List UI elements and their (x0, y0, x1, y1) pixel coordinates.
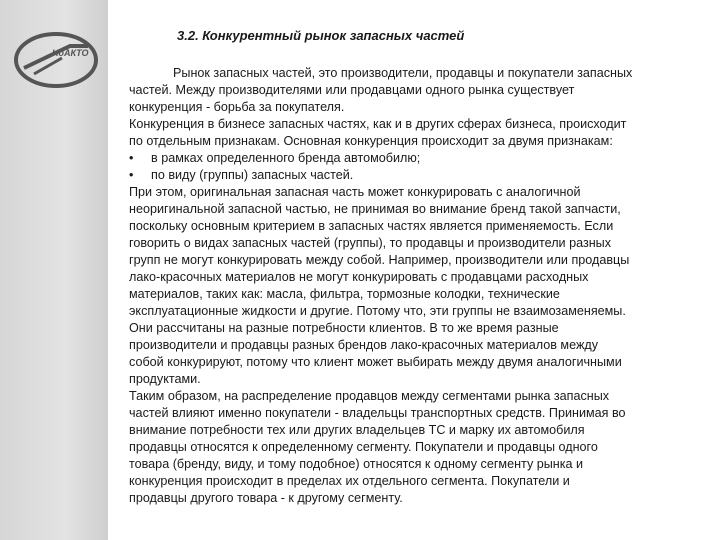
text-line: продуктами. (129, 372, 201, 386)
text-line: говорить о видах запасных частей (группы), то продавцы и производители разных (129, 236, 612, 250)
bullet-item (129, 150, 699, 167)
text-line: внимание потребности тех или других владельцев ТС и марку их автомобиля (129, 423, 585, 437)
text-line: эксплуатационные жидкости и другие. Потому что, эти группы не взаимозаменяемы. (129, 304, 626, 318)
text-line: продавцы другого товара - к другому сегменту. (129, 491, 403, 505)
text-line: продавцы относятся к определенному сегменту. Покупатели и продавцы одного (129, 440, 598, 454)
text-line: по отдельным признакам. Основная конкуренция происходит за двумя признакам: (129, 134, 613, 148)
text-line: собой конкурируют, потому что клиент может выбирать между двумя аналогичными (129, 355, 622, 369)
text-line: Они рассчитаны на разные потребности клиентов. В то же время разные (129, 321, 559, 335)
logo-text: НоАКТО (52, 48, 89, 58)
text-line: лако-красочных материалов не могут конкурировать с продавцами расходных (129, 270, 589, 284)
text-line: производители и продавцы разных брендов лако-красочных материалов между (129, 338, 599, 352)
text-line: конкуренция происходит в пределах их отдельного сегмента. Покупатели и (129, 474, 570, 488)
text-line: поскольку основным критерием в запасных частях является применяемость. Если (129, 219, 614, 233)
company-logo-icon (10, 28, 102, 92)
text-line: Таким образом, на распределение продавцов между сегментами рынка запасных (129, 389, 610, 403)
text-line: товара (бренду, виду, и тому подобное) относятся к одному сегменту рынка и (129, 457, 584, 471)
text-line: Конкуренция в бизнесе запасных частях, как и в других сферах бизнеса, происходит (129, 117, 627, 131)
text-line: Рынок запасных частей, это производители, продавцы и покупатели запасных (173, 66, 633, 80)
bullet-item (129, 167, 699, 184)
bullet-text: в рамках определенного бренда автомобилю; (151, 151, 421, 165)
text-line: неоригинальной запасной частью, не принимая во внимание бренд такой запчасти, (129, 202, 621, 216)
text-line: конкуренция - борьба за покупателя. (129, 100, 345, 114)
text-line: частей. Между производителями или продавцами одного рынка существует (129, 83, 575, 97)
text-line: групп не могут конкурировать между собой. Например, производители или продавцы (129, 253, 630, 267)
text-line: частей влияют именно покупатели - владельцы транспортных средств. Принимая во (129, 406, 626, 420)
bullet-marker: • (129, 168, 134, 182)
text-line: материалов, таких как: масла, фильтра, тормозные колодки, технические (129, 287, 560, 301)
text-line: При этом, оригинальная запасная часть может конкурировать с аналогичной (129, 185, 581, 199)
document-content (129, 0, 699, 540)
left-sidebar-band (0, 0, 108, 540)
bullet-text: по виду (группы) запасных частей. (151, 168, 354, 182)
bullet-marker: • (129, 151, 134, 165)
body-text (129, 65, 699, 507)
section-title: 3.2. Конкурентный рынок запасных частей (177, 28, 465, 43)
